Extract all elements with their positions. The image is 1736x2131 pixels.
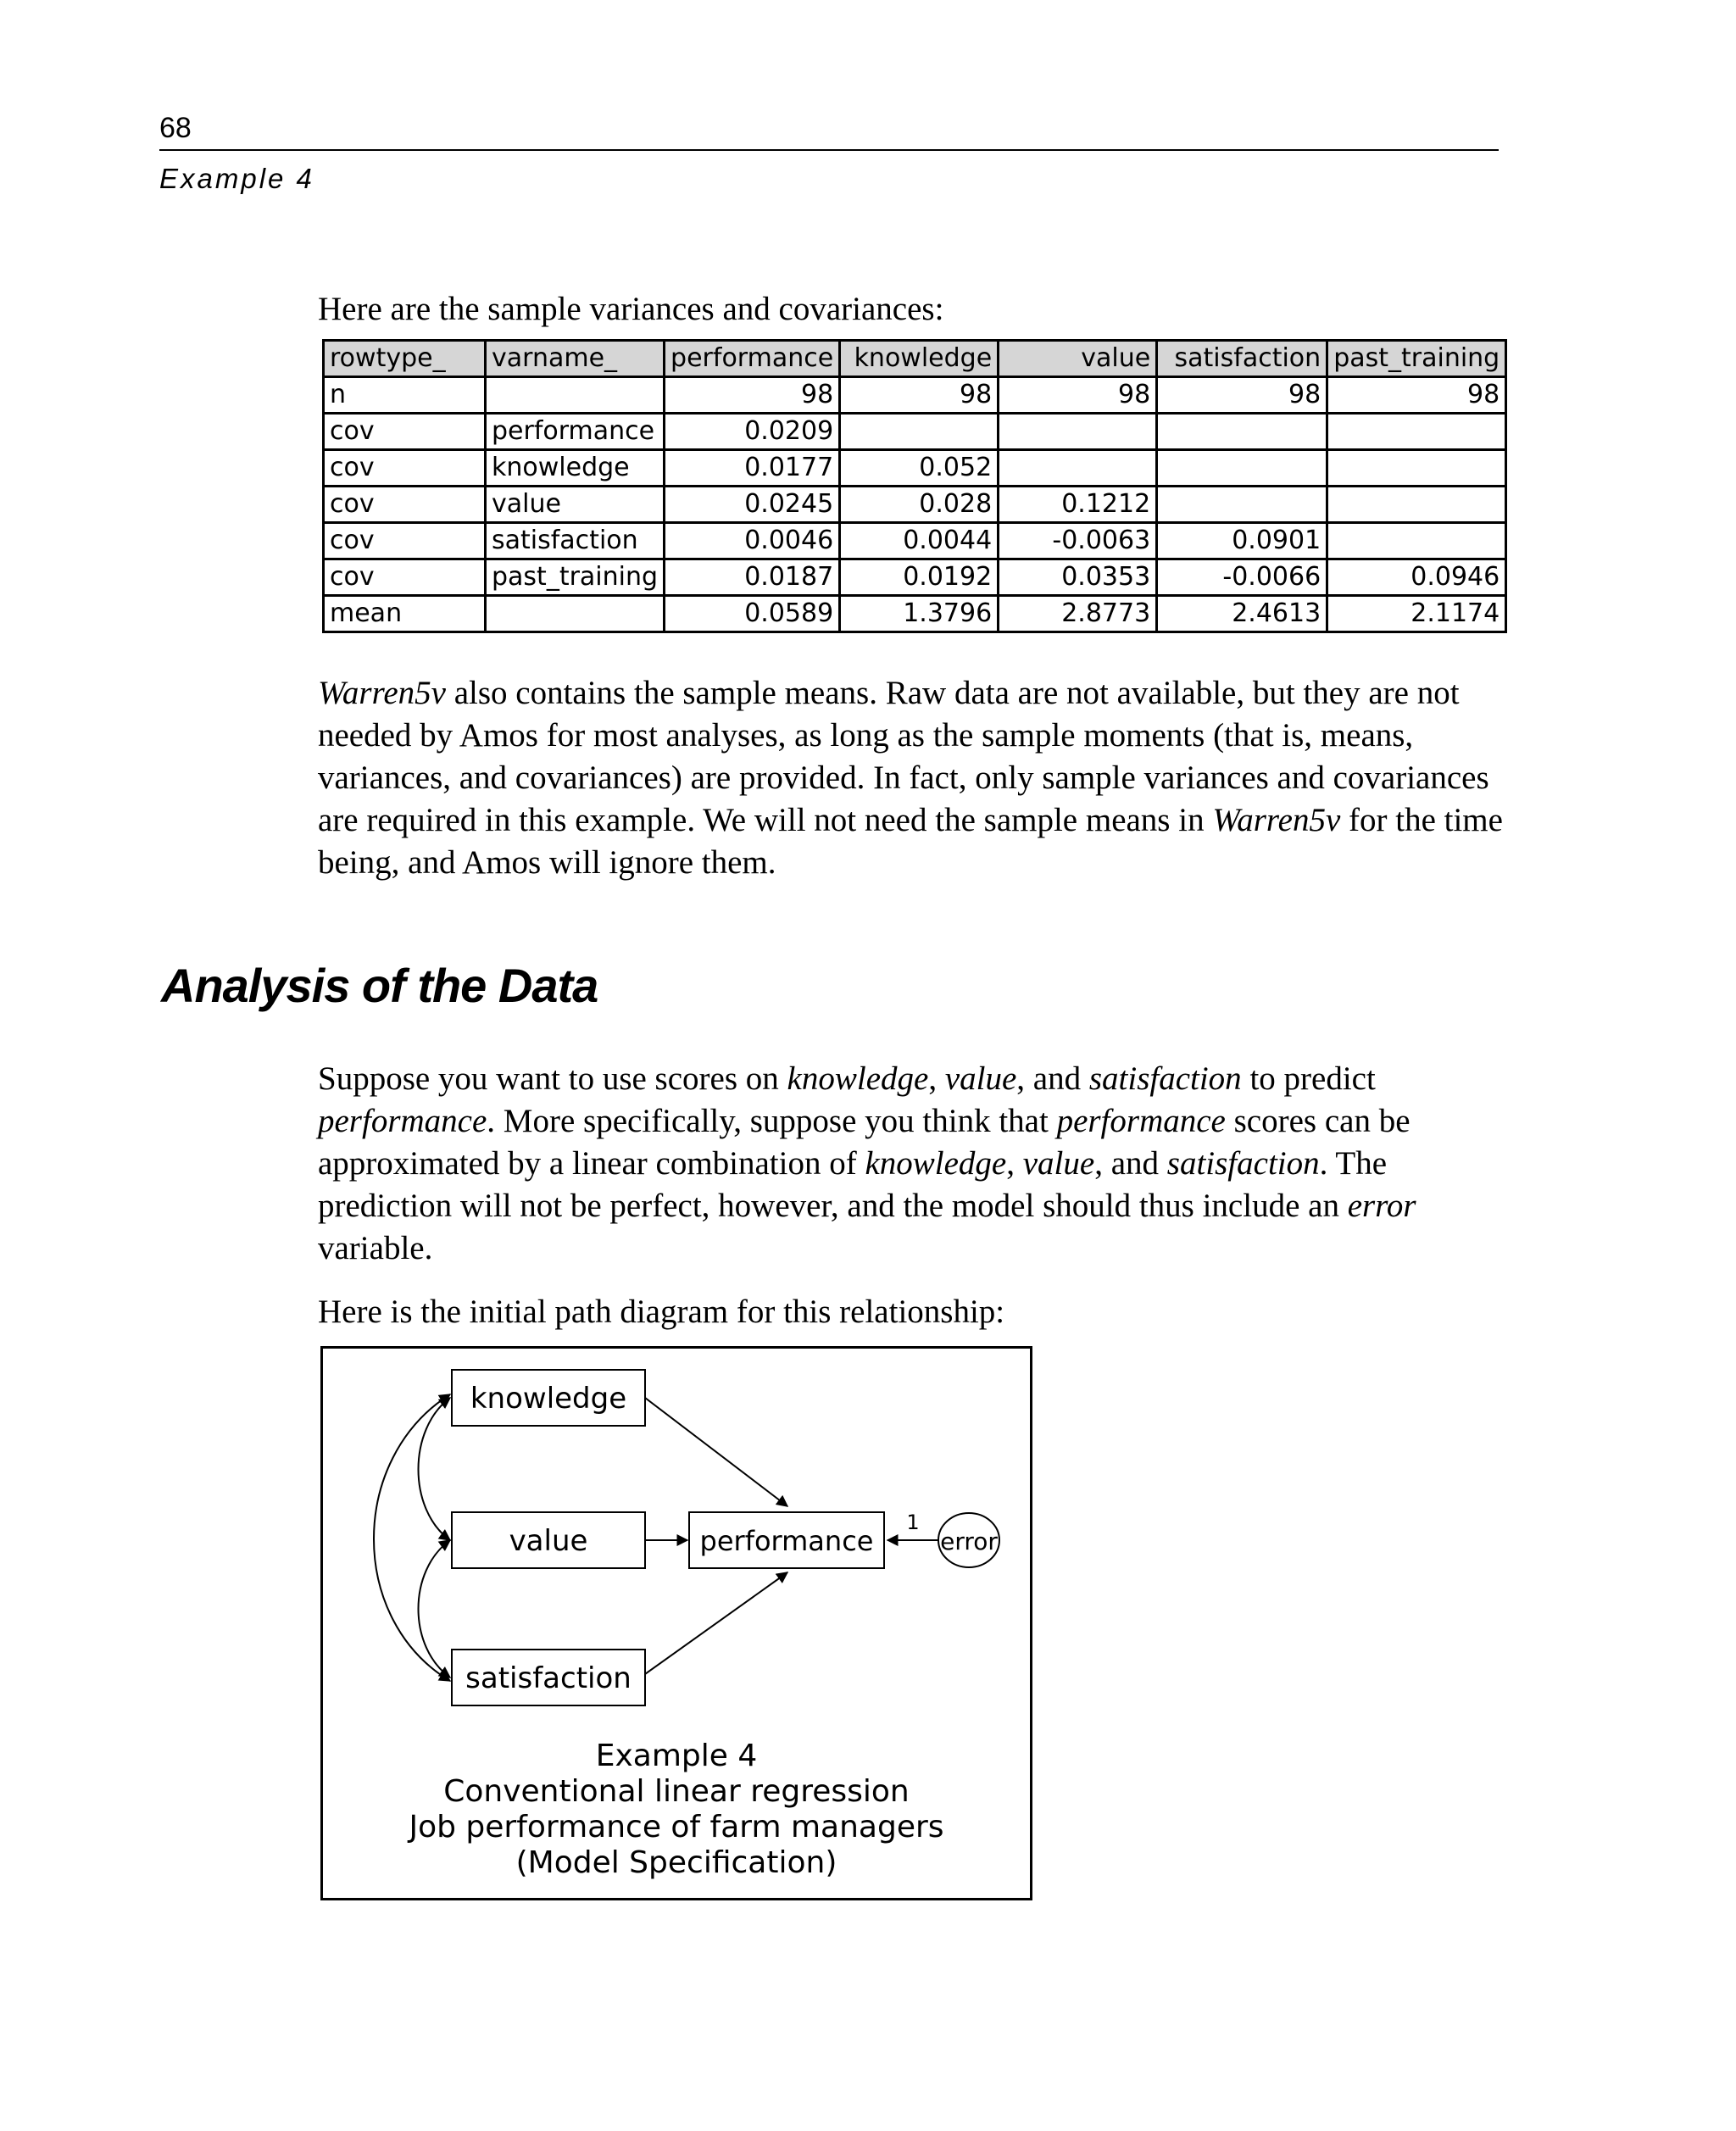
table-cell: 0.0946 — [1327, 559, 1506, 596]
table-cell: cov — [324, 559, 486, 596]
path-diagram — [320, 1346, 1032, 1900]
paragraph-text: to predict — [1241, 1060, 1376, 1097]
table-cell — [1327, 450, 1506, 487]
covariance-knowledge-satisfaction — [374, 1394, 450, 1681]
table-cell: 98 — [665, 377, 840, 414]
paragraph-text: . More specifically, suppose you think that — [487, 1103, 1057, 1139]
variable-name: error — [1347, 1188, 1416, 1224]
variable-name: knowledge — [865, 1145, 1007, 1182]
column-header: performance — [665, 341, 840, 377]
table-cell: 98 — [1327, 377, 1506, 414]
caption-line: Job performance of farm managers — [409, 1810, 944, 1844]
table-cell — [1157, 450, 1327, 487]
table-cell: performance — [486, 414, 665, 450]
table-cell: 98 — [1157, 377, 1327, 414]
satisfaction-label: satisfaction — [465, 1661, 632, 1695]
column-header: value — [999, 341, 1157, 377]
column-header: knowledge — [840, 341, 999, 377]
table-cell — [486, 596, 665, 632]
table-cell: -0.0063 — [999, 523, 1157, 559]
table-cell: cov — [324, 414, 486, 450]
caption-line: Conventional linear regression — [443, 1774, 910, 1809]
table-row — [324, 377, 1506, 414]
paragraph-prediction — [318, 1058, 1505, 1270]
table-cell — [999, 414, 1157, 450]
diagram-caption — [323, 1739, 1030, 1881]
table-cell — [486, 377, 665, 414]
dataset-name: Warren5v — [1212, 802, 1341, 838]
table-cell: 98 — [999, 377, 1157, 414]
table-cell: mean — [324, 596, 486, 632]
path-knowledge-to-performance — [645, 1398, 787, 1506]
error-path-weight: 1 — [906, 1511, 920, 1534]
error-label: error — [940, 1527, 998, 1555]
table-cell: knowledge — [486, 450, 665, 487]
table-cell: 0.1212 — [999, 487, 1157, 523]
dataset-name: Warren5v — [318, 675, 446, 711]
table-cell — [999, 450, 1157, 487]
column-header: satisfaction — [1157, 341, 1327, 377]
table-cell: cov — [324, 487, 486, 523]
caption-line: Example 4 — [595, 1739, 758, 1773]
variable-name: performance — [1056, 1103, 1226, 1139]
table-cell: cov — [324, 523, 486, 559]
table-cell — [1327, 523, 1506, 559]
paragraph-text: , and — [1094, 1145, 1167, 1182]
table-row — [324, 414, 1506, 450]
table-cell: 0.0044 — [840, 523, 999, 559]
column-header: past_training — [1327, 341, 1506, 377]
paragraph-text: . The prediction will not be perfect, however, and the model should thus include an — [318, 1145, 1388, 1224]
knowledge-label: knowledge — [470, 1382, 627, 1416]
paragraph-text: , — [928, 1060, 945, 1097]
table-row — [324, 559, 1506, 596]
table-cell: 2.4613 — [1157, 596, 1327, 632]
table-cell: value — [486, 487, 665, 523]
variable-name: value — [944, 1060, 1017, 1097]
paragraph-text: scores can be approximated by a linear combination of — [318, 1103, 1410, 1182]
paragraph-text: , — [1006, 1145, 1023, 1182]
table-cell: 0.0187 — [665, 559, 840, 596]
table-cell: 0.0192 — [840, 559, 999, 596]
variable-name: performance — [318, 1103, 487, 1139]
table-cell: 0.0589 — [665, 596, 840, 632]
table-cell: 98 — [840, 377, 999, 414]
table-cell: 0.0353 — [999, 559, 1157, 596]
paragraph-text: for the time being, and Amos will ignore them. — [318, 802, 1503, 881]
covariance-knowledge-value — [419, 1398, 451, 1540]
table-cell — [1157, 414, 1327, 450]
path-satisfaction-to-performance — [645, 1572, 787, 1674]
table-cell — [1327, 414, 1506, 450]
table-cell: 0.028 — [840, 487, 999, 523]
table-cell: 0.0209 — [665, 414, 840, 450]
table-cell: 0.052 — [840, 450, 999, 487]
column-header: rowtype_ — [324, 341, 486, 377]
table-cell — [1157, 487, 1327, 523]
table-cell: 2.8773 — [999, 596, 1157, 632]
section-heading: Analysis of the Data — [161, 959, 598, 1012]
table-cell: 0.0245 — [665, 487, 840, 523]
paragraph-text: variable. — [318, 1230, 433, 1266]
table-row — [324, 523, 1506, 559]
table-cell: 0.0901 — [1157, 523, 1327, 559]
variable-name: satisfaction — [1088, 1060, 1242, 1097]
variable-name: value — [1022, 1145, 1095, 1182]
table-row — [324, 596, 1506, 632]
caption-line: (Model Specification) — [515, 1845, 837, 1880]
page-number: 68 — [159, 112, 192, 144]
variable-name: knowledge — [787, 1060, 929, 1097]
running-head: Example 4 — [159, 163, 314, 194]
paragraph-warren5v — [318, 672, 1505, 884]
table-row — [324, 450, 1506, 487]
variable-name: satisfaction — [1166, 1145, 1320, 1182]
table-cell: 1.3796 — [840, 596, 999, 632]
table-cell: 0.0177 — [665, 450, 840, 487]
paragraph-text: , and — [1016, 1060, 1089, 1097]
table-cell: satisfaction — [486, 523, 665, 559]
table-cell: -0.0066 — [1157, 559, 1327, 596]
paragraph-diagram-intro: Here is the initial path diagram for this relationship: — [318, 1294, 1005, 1330]
table-cell: past_training — [486, 559, 665, 596]
table-cell: n — [324, 377, 486, 414]
paragraph-text: Suppose you want to use scores on — [318, 1060, 787, 1097]
intro-text: Here are the sample variances and covariances: — [318, 291, 944, 327]
table-cell: cov — [324, 450, 486, 487]
table-cell — [1327, 487, 1506, 523]
table-row — [324, 487, 1506, 523]
table-cell — [840, 414, 999, 450]
data-grid — [322, 339, 1507, 633]
table-cell: 0.0046 — [665, 523, 840, 559]
covariance-value-satisfaction — [419, 1540, 451, 1678]
paragraph-text: also contains the sample means. Raw data are not available, but they are not needed by Amos for most analyses, as long as the sample moments (that is, means, variances, and covariances) are provided. In fact, only sample variances and covariances are required in this example. We will not need the sample means in — [318, 675, 1489, 838]
table-cell: 2.1174 — [1327, 596, 1506, 632]
table-header-row — [324, 341, 1506, 377]
column-header: varname_ — [486, 341, 665, 377]
header-rule — [159, 149, 1499, 151]
value-label: value — [509, 1524, 588, 1558]
performance-label: performance — [699, 1525, 874, 1557]
